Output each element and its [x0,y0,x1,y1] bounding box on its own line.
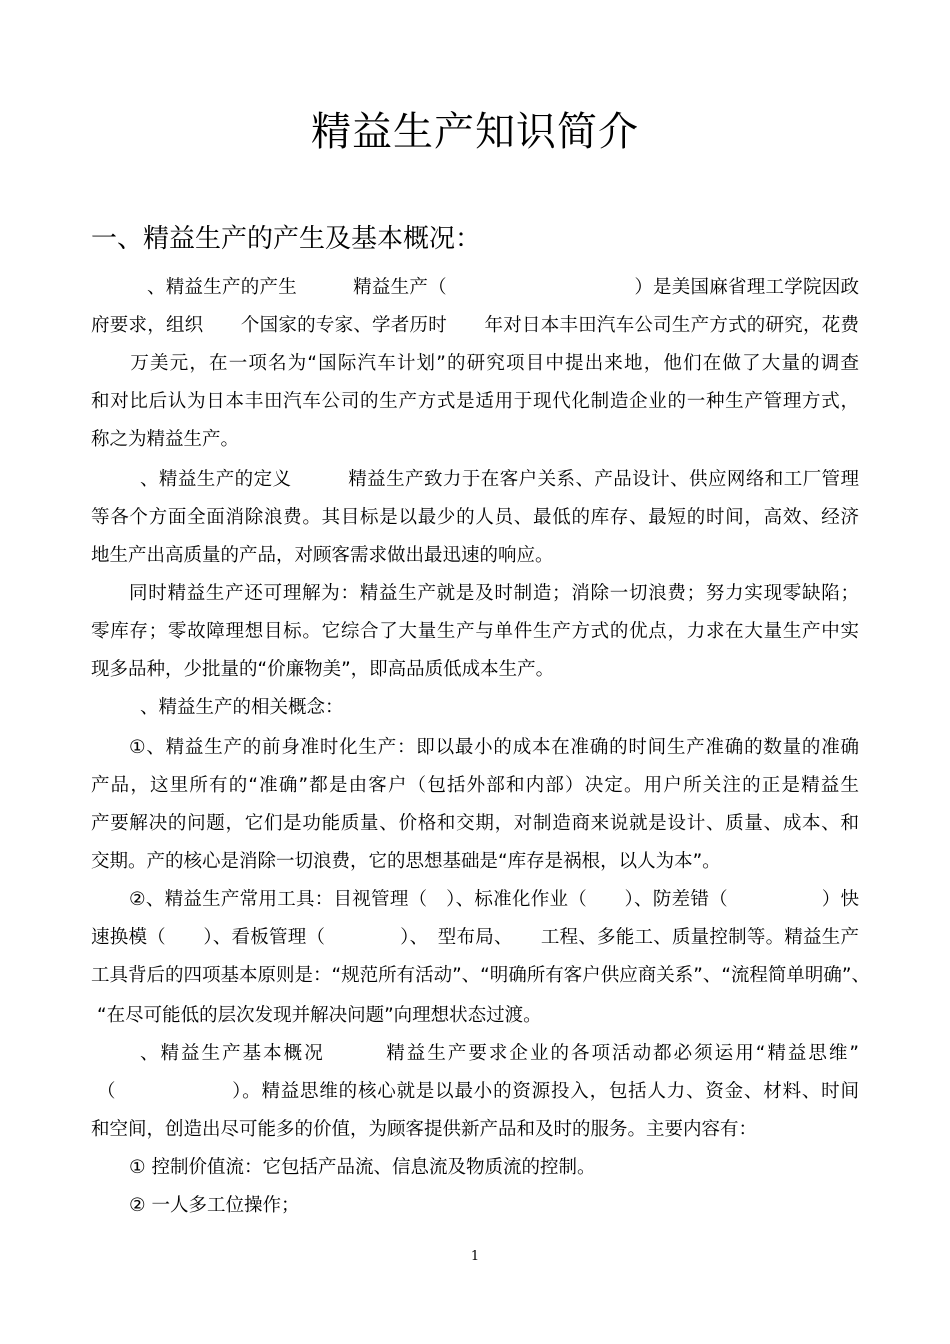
body-line: 府要求，组织 个国家的专家、学者历时 年对日本丰田汽车公司生产方式的研究，花费 [91,315,859,336]
body-line: 、精益生产基本概况 精益生产要求企业的各项活动都必须运用“精益思维” [140,1043,859,1064]
body-line: 零库存；零故障理想目标。它综合了大量生产与单件生产方式的优点，力求在大量生产中实 [91,621,859,642]
body-line: 产要解决的问题，它们是功能质量、价格和交期，对制造商来说就是设计、质量、成本、和 [91,813,859,834]
page-number: 1 [470,1249,480,1264]
body-line: 、精益生产的定义 精益生产致力于在客户关系、产品设计、供应网络和工厂管理 [140,469,859,490]
body-line: 交期。产的核心是消除一切浪费，它的思想基础是“库存是祸根，以人为本”。 [91,851,721,872]
body-line: ②、精益生产常用工具：目视管理（ ）、标准化作业（ ）、防差错（ ）快 [129,889,859,910]
body-line: 现多品种，少批量的“价廉物美”，即高品质低成本生产。 [91,659,555,680]
body-line: 万美元，在一项名为“国际汽车计划”的研究项目中提出来地，他们在做了大量的调查 [91,353,859,374]
body-line: 产品，这里所有的“准确”都是由客户（包括外部和内部）决定。用户所关注的正是精益生 [91,775,859,796]
body-line: 工具背后的四项基本原则是：“规范所有活动”、“明确所有客户供应商关系”、“流程简单明确”、 [91,965,871,986]
list-item: ② 一人多工位操作； [129,1195,300,1216]
body-line: 、精益生产的相关概念： [140,697,344,718]
body-line: 速换模（ ）、看板管理（ ）、 型布局、 工程、多能工、质量控制等。精益生产 [91,927,859,948]
body-line: 和对比后认为日本丰田汽车公司的生产方式是适用于现代化制造企业的一种生产管理方式， [91,391,859,412]
body-line: 称之为精益生产。 [91,429,240,450]
body-line: 同时精益生产还可理解为：精益生产就是及时制造；消除一切浪费；努力实现零缺陷； [129,583,859,604]
body-line: 和空间，创造出尽可能多的价值，为顾客提供新产品和及时的服务。主要内容有： [91,1119,758,1140]
list-item: ① 控制价值流：它包括产品流、信息流及物质流的控制。 [129,1157,596,1178]
document-title: 精益生产知识简介 [311,109,639,155]
body-line: “在尽可能低的层次发现并解决问题”向理想状态过渡。 [97,1005,542,1026]
body-line: （ ）。精益思维的核心就是以最小的资源投入，包括人力、资金、材料、时间 [97,1081,859,1102]
body-line: 地生产出高质量的产品，对顾客需求做出最迅速的响应。 [91,545,554,566]
body-line: ①、精益生产的前身准时化生产：即以最小的成本在准确的时间生产准确的数量的准确 [129,737,859,758]
section-heading: 一、精益生产的产生及基本概况： [91,224,482,254]
body-line: 、精益生产的产生 精益生产（ ）是美国麻省理工学院因政 [147,277,859,298]
body-line: 等各个方面全面消除浪费。其目标是以最少的人员、最低的库存、最短的时间，高效、经济 [91,507,859,528]
